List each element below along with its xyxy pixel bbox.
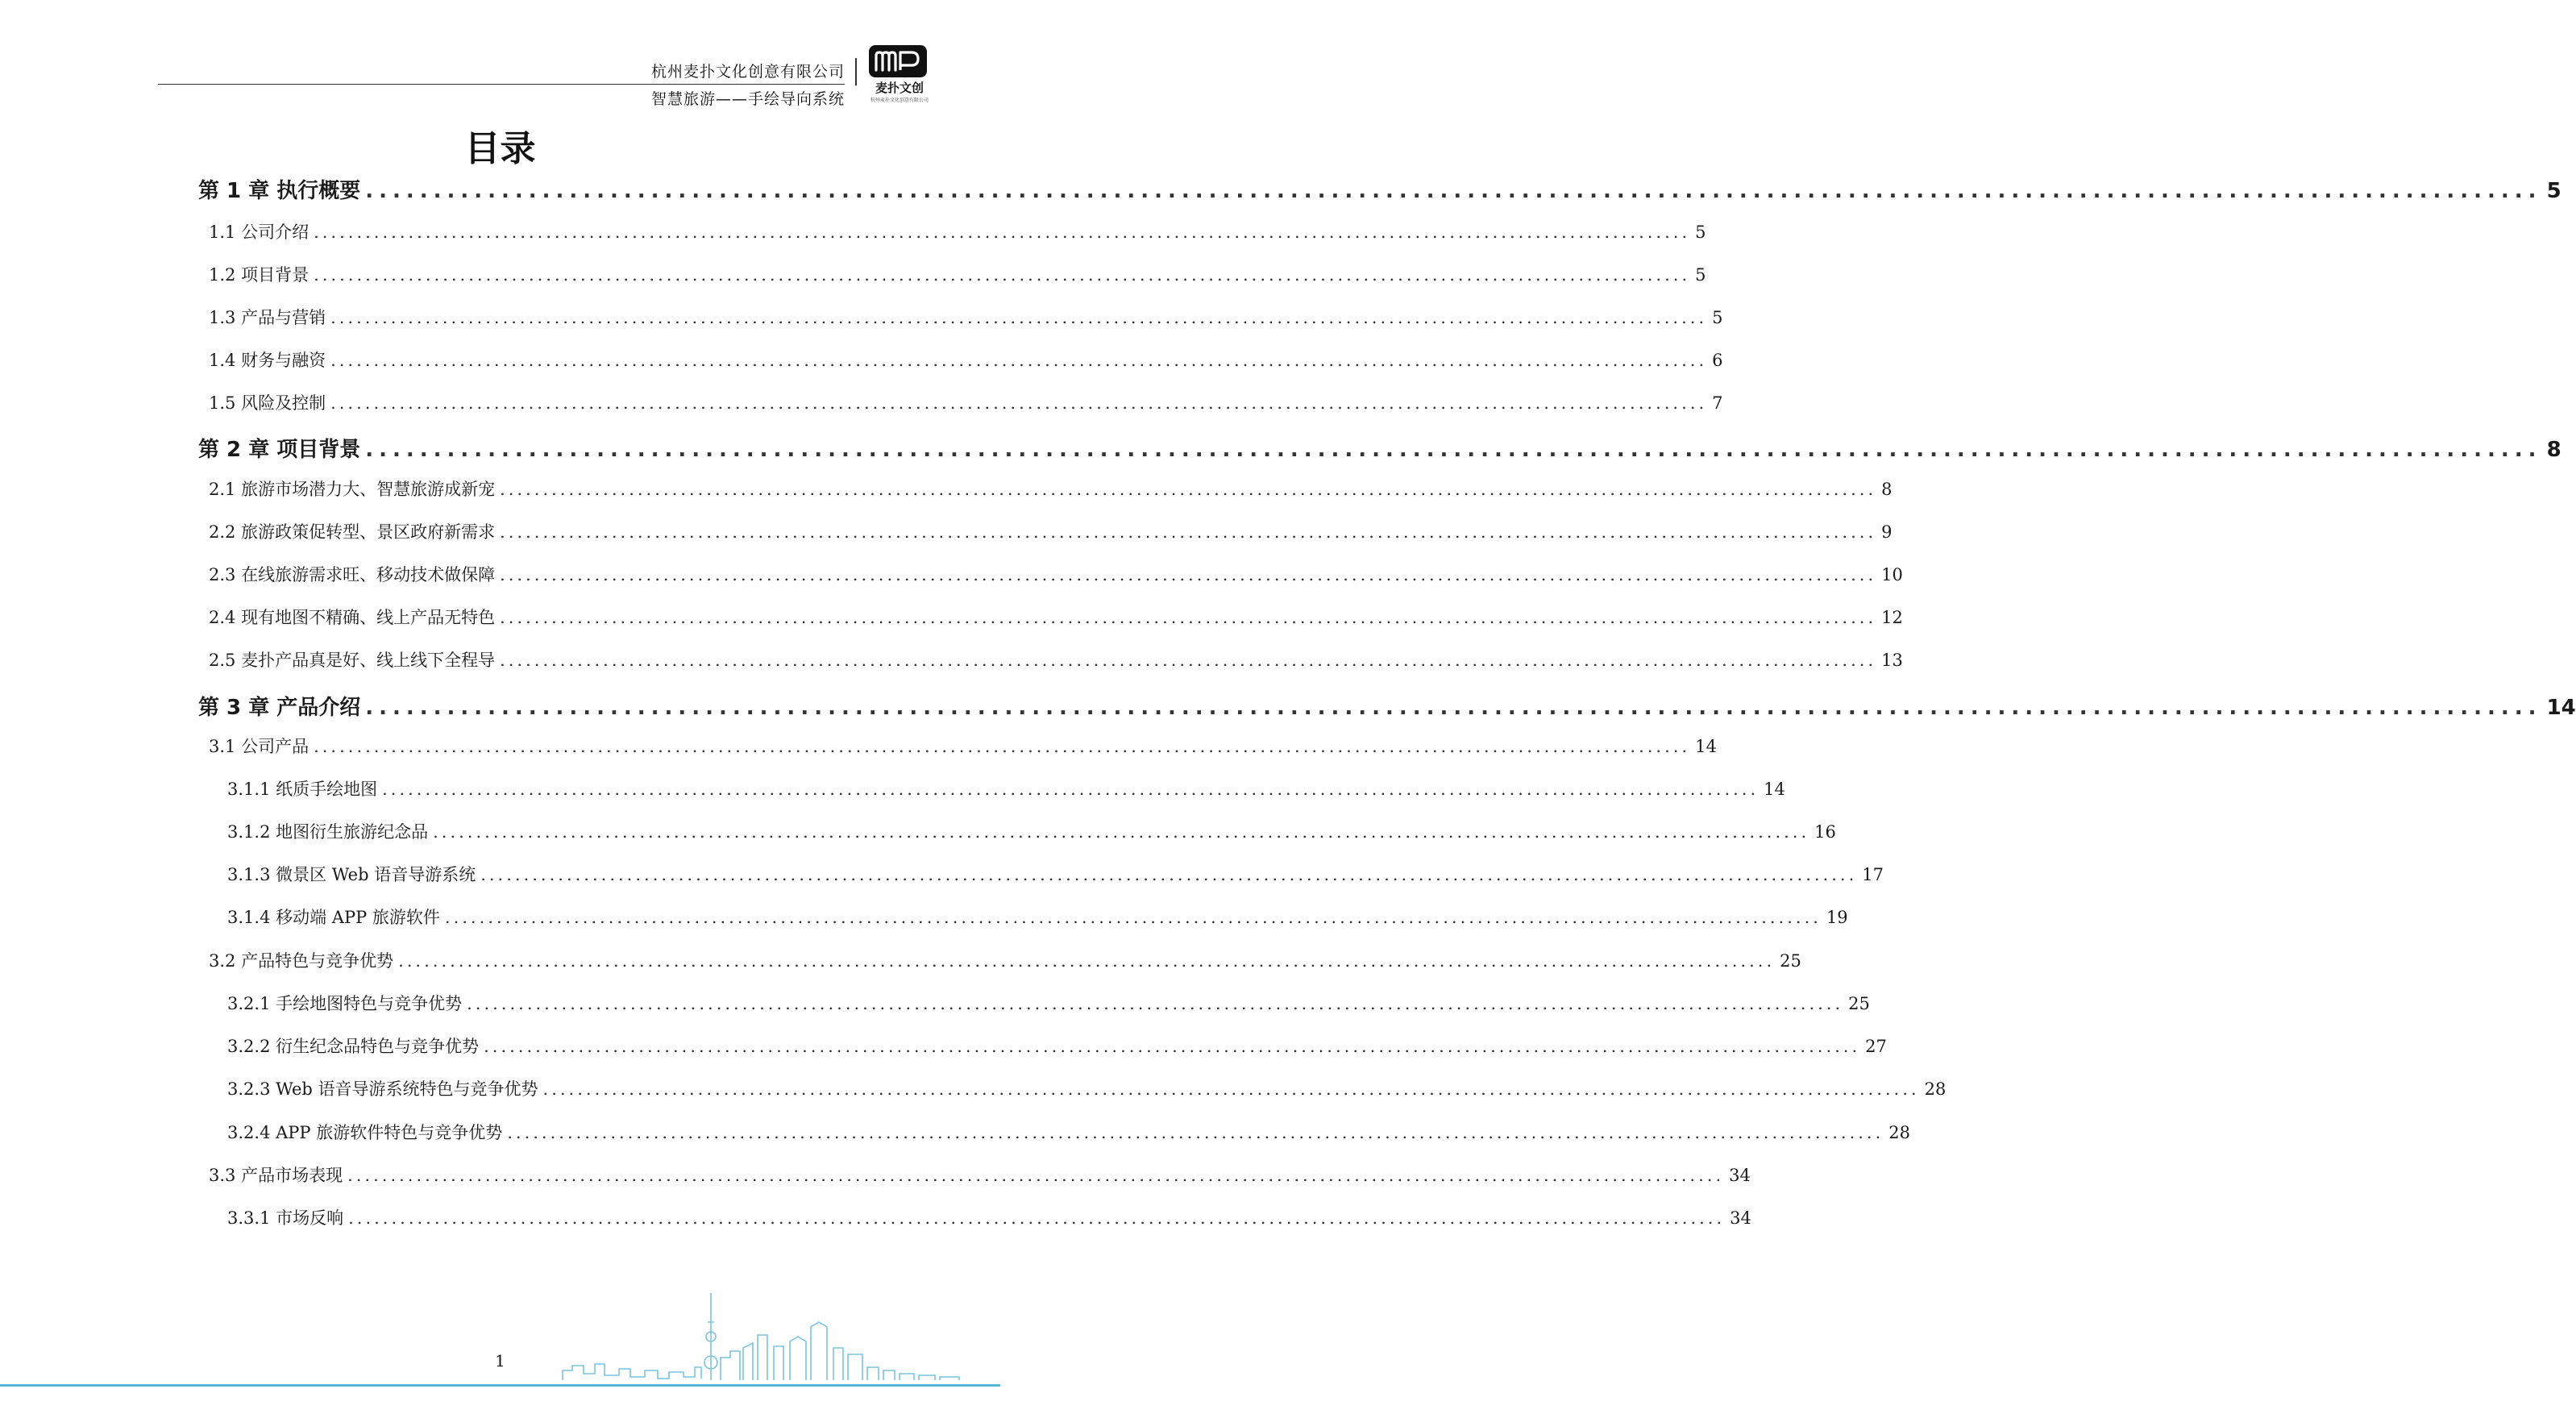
toc-leader-dots: ................................................................................................................................................................ bbox=[484, 1037, 1861, 1056]
toc-page-number: 5 bbox=[2546, 179, 2561, 203]
toc-entry-label: 第 1 章 执行概要 bbox=[198, 179, 361, 203]
toc-page-number: 6 bbox=[1712, 351, 1723, 370]
toc-entry-label: 3.2.1 手绘地图特色与竞争优势 bbox=[227, 994, 463, 1013]
toc-entry-label: 3.2.4 APP 旅游软件特色与竞争优势 bbox=[227, 1123, 503, 1142]
toc-page-number: 9 bbox=[1881, 522, 1893, 542]
toc-page-number: 34 bbox=[1729, 1166, 1751, 1185]
toc-section-entry[interactable] bbox=[209, 262, 1706, 286]
toc-leader-dots: ................................................................................................................................................................ bbox=[500, 565, 1877, 584]
toc-page-number: 28 bbox=[1888, 1123, 1910, 1142]
toc-section-entry[interactable] bbox=[227, 776, 1785, 801]
toc-entry-label: 1.1 公司介绍 bbox=[209, 222, 310, 242]
toc-leader-dots: ................................................................................................................................................................ bbox=[398, 951, 1776, 971]
toc-leader-dots: ................................................................................................................................................................ bbox=[500, 522, 1877, 542]
toc-page-number: 13 bbox=[1881, 651, 1903, 670]
toc-leader-dots: ................................................................................................................................................................ bbox=[347, 1166, 1725, 1185]
toc-entry-label: 3.1.1 纸质手绘地图 bbox=[227, 780, 378, 799]
toc-section-entry[interactable] bbox=[209, 948, 1801, 972]
logo-mark-icon bbox=[869, 45, 927, 77]
toc-page-number: 14 bbox=[1764, 780, 1785, 799]
toc-page-number: 14 bbox=[1695, 737, 1717, 756]
toc-page-number: 28 bbox=[1924, 1079, 1947, 1099]
toc-page-number: 5 bbox=[1695, 222, 1706, 242]
toc-entry-label: 1.4 财务与融资 bbox=[209, 351, 326, 370]
toc-entry-label: 3.2.2 衍生纪念品特色与竞争优势 bbox=[227, 1037, 480, 1056]
toc-section-entry[interactable] bbox=[209, 476, 1893, 501]
toc-leader-dots: ................................................................................................................................................................ bbox=[314, 737, 1691, 756]
toc-section-entry[interactable] bbox=[209, 390, 1723, 414]
toc-entry-label: 3.1.2 地图衍生旅游纪念品 bbox=[227, 822, 429, 842]
toc-entry-label: 3.3 产品市场表现 bbox=[209, 1166, 343, 1185]
toc-leader-dots: ................................................................................................................................................................ bbox=[500, 608, 1877, 627]
toc-entry-label: 第 3 章 产品介绍 bbox=[198, 696, 361, 720]
page-number: 1 bbox=[495, 1351, 505, 1370]
toc-page-number: 27 bbox=[1865, 1037, 1887, 1056]
toc-leader-dots: ................................................................................................................................................................ bbox=[330, 308, 1708, 327]
toc-entry-label: 1.3 产品与营销 bbox=[209, 308, 326, 327]
toc-page-number: 8 bbox=[1881, 480, 1893, 499]
toc-leader-dots: ................................................................................................................................................................ bbox=[444, 908, 1822, 927]
toc-leader-dots: ................................................................................................................................................................ bbox=[542, 1079, 1920, 1099]
toc-leader-dots: ................................................................................................................................................................ bbox=[507, 1123, 1884, 1142]
header-divider bbox=[855, 58, 857, 85]
toc-section-entry[interactable] bbox=[209, 734, 1717, 758]
footer-rule bbox=[0, 1384, 1000, 1387]
toc-section-entry[interactable] bbox=[227, 905, 1848, 929]
toc-entry-label: 3.1 公司产品 bbox=[209, 737, 310, 756]
toc-page-number: 12 bbox=[1881, 608, 1903, 627]
toc-leader-dots: ................................................................................................................................................................ bbox=[348, 1208, 1726, 1228]
toc-entry-label: 3.3.1 市场反响 bbox=[227, 1208, 344, 1228]
toc-page-number: 5 bbox=[1695, 265, 1706, 285]
toc-leader-dots: ................................................................................................................................................................ bbox=[314, 265, 1691, 285]
toc-section-entry[interactable] bbox=[227, 1205, 1751, 1229]
toc-section-entry[interactable] bbox=[209, 519, 1893, 543]
toc-section-entry[interactable] bbox=[227, 991, 1870, 1015]
toc-entry-label: 3.2.3 Web 语音导游系统特色与竞争优势 bbox=[227, 1079, 538, 1099]
document-subtitle: 智慧旅游——手绘导向系统 bbox=[650, 90, 845, 108]
toc-leader-dots: ................................................................................................................................................................ bbox=[467, 994, 1844, 1013]
toc-section-entry[interactable] bbox=[209, 1162, 1751, 1187]
toc-leader-dots: ................................................................................................................................................................ bbox=[365, 179, 2542, 203]
toc-entry-label: 2.4 现有地图不精确、线上产品无特色 bbox=[209, 608, 496, 627]
city-skyline-icon bbox=[556, 1290, 975, 1387]
toc-entry-label: 第 2 章 项目背景 bbox=[198, 438, 361, 462]
toc-leader-dots: ................................................................................................................................................................ bbox=[433, 822, 1810, 842]
toc-page-number: 5 bbox=[1712, 308, 1723, 327]
toc-section-entry[interactable] bbox=[227, 1033, 1887, 1058]
toc-page-number: 10 bbox=[1881, 565, 1903, 584]
toc-section-entry[interactable] bbox=[209, 562, 1903, 586]
toc-leader-dots: ................................................................................................................................................................ bbox=[382, 780, 1760, 799]
toc-leader-dots: ................................................................................................................................................................ bbox=[500, 651, 1877, 670]
toc-page-number: 16 bbox=[1814, 822, 1836, 842]
toc-section-entry[interactable] bbox=[227, 1076, 1947, 1100]
toc-section-entry[interactable] bbox=[227, 819, 1836, 843]
toc-entry-label: 2.3 在线旅游需求旺、移动技术做保障 bbox=[209, 565, 496, 584]
toc-entry-label: 2.1 旅游市场潜力大、智慧旅游成新宠 bbox=[209, 480, 496, 499]
company-logo bbox=[869, 45, 930, 105]
toc-chapter-entry[interactable] bbox=[198, 691, 2576, 721]
toc-section-entry[interactable] bbox=[209, 647, 1903, 672]
toc-section-entry[interactable] bbox=[227, 1120, 1910, 1144]
toc-entry-label: 2.2 旅游政策促转型、景区政府新需求 bbox=[209, 522, 496, 542]
toc-leader-dots: ................................................................................................................................................................ bbox=[365, 438, 2542, 462]
logo-tagline: 杭州麦扑文化创意有限公司 bbox=[870, 98, 929, 103]
toc-entry-label: 2.5 麦扑产品真是好、线上线下全程导 bbox=[209, 651, 496, 670]
toc-leader-dots: ................................................................................................................................................................ bbox=[330, 393, 1708, 413]
toc-page-number: 17 bbox=[1862, 865, 1884, 884]
toc-page-number: 14 bbox=[2546, 696, 2576, 720]
toc-page-number: 34 bbox=[1730, 1208, 1751, 1228]
toc-section-entry[interactable] bbox=[209, 605, 1903, 629]
toc-entry-label: 1.5 风险及控制 bbox=[209, 393, 326, 413]
toc-chapter-entry[interactable] bbox=[198, 433, 2561, 463]
toc-leader-dots: ................................................................................................................................................................ bbox=[365, 696, 2542, 720]
toc-page-number: 7 bbox=[1712, 393, 1723, 413]
header-rule bbox=[158, 84, 845, 85]
toc-entry-label: 3.1.3 微景区 Web 语音导游系统 bbox=[227, 865, 476, 884]
toc-entry-label: 3.2 产品特色与竞争优势 bbox=[209, 951, 394, 971]
toc-chapter-entry[interactable] bbox=[198, 174, 2561, 204]
toc-section-entry[interactable] bbox=[209, 219, 1706, 243]
toc-page-number: 8 bbox=[2546, 438, 2561, 462]
page-header bbox=[0, 0, 1000, 113]
company-name: 杭州麦扑文化创意有限公司 bbox=[650, 63, 845, 81]
toc-section-entry[interactable] bbox=[227, 862, 1884, 886]
toc-entry-label: 3.1.4 移动端 APP 旅游软件 bbox=[227, 908, 440, 927]
toc-page-number: 19 bbox=[1826, 908, 1848, 927]
toc-leader-dots: ................................................................................................................................................................ bbox=[330, 351, 1708, 370]
toc-section-entry[interactable] bbox=[209, 305, 1723, 329]
page-title: 目录 bbox=[464, 128, 536, 169]
logo-name: 麦扑文创 bbox=[875, 81, 924, 95]
toc-leader-dots: ................................................................................................................................................................ bbox=[314, 222, 1691, 242]
toc-leader-dots: ................................................................................................................................................................ bbox=[500, 480, 1877, 499]
toc-page-number: 25 bbox=[1780, 951, 1801, 971]
toc-entry-label: 1.2 项目背景 bbox=[209, 265, 310, 285]
toc-leader-dots: ................................................................................................................................................................ bbox=[480, 865, 1858, 884]
toc-section-entry[interactable] bbox=[209, 347, 1723, 372]
toc-page-number: 25 bbox=[1848, 994, 1870, 1013]
